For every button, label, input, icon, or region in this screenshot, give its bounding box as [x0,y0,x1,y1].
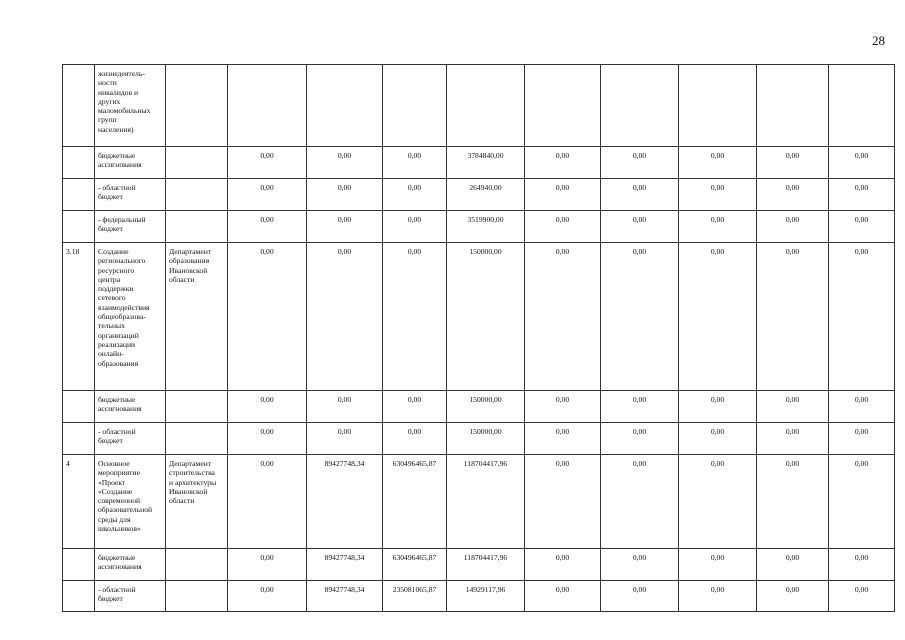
amount-cell: 0,00 [383,147,447,179]
amount-cell: 0,00 [307,243,383,391]
amount-cell: 0,00 [525,391,601,423]
amount-cell [525,65,601,147]
amount-cell: 0,00 [601,243,679,391]
amount-cell: 0,00 [679,455,757,549]
amount-cell: 0,00 [525,423,601,455]
amount-cell: 0,00 [679,243,757,391]
amount-cell: 0,00 [829,549,895,581]
amount-cell: 0,00 [601,423,679,455]
amount-cell: 0,00 [757,391,829,423]
amount-cell: 0,00 [228,455,307,549]
table-row [63,549,895,581]
amount-cell [679,65,757,147]
activity-name-cell: - областной бюджет [95,423,166,455]
amount-cell: 0,00 [228,581,307,612]
amount-cell [829,65,895,147]
amount-cell: 264940,00 [447,179,525,211]
amount-cell: 0,00 [228,391,307,423]
amount-cell: 0,00 [383,423,447,455]
amount-cell: 630496465,87 [383,455,447,549]
amount-cell: 0,00 [525,147,601,179]
amount-cell: 0,00 [601,549,679,581]
row-number-cell [63,549,95,581]
budget-table [62,64,895,612]
amount-cell: 14929117,96 [447,581,525,612]
amount-cell: 0,00 [757,423,829,455]
amount-cell: 0,00 [679,549,757,581]
amount-cell: 0,00 [601,147,679,179]
amount-cell: 0,00 [757,211,829,243]
amount-cell: 118704417,96 [447,455,525,549]
row-number-cell [63,581,95,612]
amount-cell: 0,00 [228,243,307,391]
activity-name-cell: бюджетные ассигнования [95,391,166,423]
row-number-cell [63,211,95,243]
row-number-cell [63,65,95,147]
table-row [63,243,895,391]
executor-cell: Департамент образования Ивановской области [166,243,228,391]
amount-cell: 0,00 [829,147,895,179]
executor-cell [166,211,228,243]
page-number: 28 [872,33,885,48]
amount-cell: 0,00 [525,179,601,211]
amount-cell: 0,00 [307,179,383,211]
activity-name-cell: - федеральный бюджет [95,211,166,243]
amount-cell: 0,00 [757,455,829,549]
table-row [63,65,895,147]
amount-cell: 0,00 [679,147,757,179]
amount-cell: 0,00 [307,391,383,423]
row-number-cell [63,391,95,423]
amount-cell: 0,00 [525,549,601,581]
executor-cell [166,423,228,455]
table-row [63,581,895,612]
amount-cell: 0,00 [383,211,447,243]
executor-cell [166,65,228,147]
amount-cell: 0,00 [228,147,307,179]
activity-name-cell: Создание регионального ресурсного центра поддержки сетевого взаимодействия общеобразова- тельных организаций реализации онлайн- образования [95,243,166,391]
amount-cell [757,65,829,147]
amount-cell [307,65,383,147]
amount-cell: 0,00 [307,423,383,455]
activity-name-cell: жизнедеятель- ности инвалидов и других маломобильных групп населения) [95,65,166,147]
table-row [63,211,895,243]
amount-cell: 0,00 [679,391,757,423]
table-row [63,179,895,211]
amount-cell [383,65,447,147]
amount-cell: 0,00 [829,455,895,549]
amount-cell: 3519900,00 [447,211,525,243]
row-number-cell [63,179,95,211]
row-number-cell: 3.18 [63,243,95,391]
amount-cell: 0,00 [601,211,679,243]
row-number-cell [63,423,95,455]
activity-name-cell: - областной бюджет [95,581,166,612]
table-row [63,423,895,455]
amount-cell: 0,00 [829,243,895,391]
row-number-cell [63,147,95,179]
amount-cell: 0,00 [757,581,829,612]
table-row [63,455,895,549]
executor-cell [166,147,228,179]
amount-cell: 0,00 [829,581,895,612]
amount-cell: 0,00 [679,211,757,243]
amount-cell: 118704417,96 [447,549,525,581]
amount-cell: 0,00 [679,423,757,455]
amount-cell: 0,00 [757,179,829,211]
amount-cell: 0,00 [679,581,757,612]
amount-cell: 0,00 [228,423,307,455]
amount-cell: 0,00 [679,179,757,211]
amount-cell: 3784840,00 [447,147,525,179]
amount-cell: 0,00 [601,391,679,423]
amount-cell: 150000,00 [447,423,525,455]
amount-cell: 0,00 [601,455,679,549]
row-number-cell: 4 [63,455,95,549]
amount-cell: 0,00 [757,549,829,581]
amount-cell: 0,00 [829,423,895,455]
executor-cell [166,179,228,211]
activity-name-cell: Основное мероприятие «Проект «Создание современной образовательной среды для школьников» [95,455,166,549]
amount-cell: 89427748,34 [307,455,383,549]
table-row [63,391,895,423]
amount-cell: 0,00 [525,581,601,612]
amount-cell [601,65,679,147]
table-row [63,147,895,179]
amount-cell: 150000,00 [447,391,525,423]
amount-cell: 0,00 [525,211,601,243]
amount-cell: 0,00 [601,179,679,211]
amount-cell: 0,00 [307,211,383,243]
amount-cell: 0,00 [525,455,601,549]
amount-cell: 0,00 [757,147,829,179]
amount-cell [447,65,525,147]
activity-name-cell: - областной бюджет [95,179,166,211]
executor-cell [166,581,228,612]
amount-cell: 0,00 [601,581,679,612]
amount-cell: 235081065,87 [383,581,447,612]
amount-cell: 0,00 [829,179,895,211]
amount-cell [228,65,307,147]
amount-cell: 0,00 [228,179,307,211]
executor-cell [166,549,228,581]
amount-cell: 0,00 [829,211,895,243]
amount-cell: 0,00 [829,391,895,423]
amount-cell: 89427748,34 [307,581,383,612]
amount-cell: 0,00 [307,147,383,179]
activity-name-cell: бюджетные ассигнования [95,549,166,581]
amount-cell: 0,00 [383,243,447,391]
executor-cell: Департамент строительства и архитектуры Ивановской области [166,455,228,549]
amount-cell: 0,00 [383,179,447,211]
amount-cell: 0,00 [757,243,829,391]
executor-cell [166,391,228,423]
amount-cell: 150000,00 [447,243,525,391]
amount-cell: 0,00 [383,391,447,423]
amount-cell: 89427748,34 [307,549,383,581]
amount-cell: 0,00 [228,549,307,581]
amount-cell: 630496465,87 [383,549,447,581]
amount-cell: 0,00 [228,211,307,243]
amount-cell: 0,00 [525,243,601,391]
activity-name-cell: бюджетные ассигнования [95,147,166,179]
